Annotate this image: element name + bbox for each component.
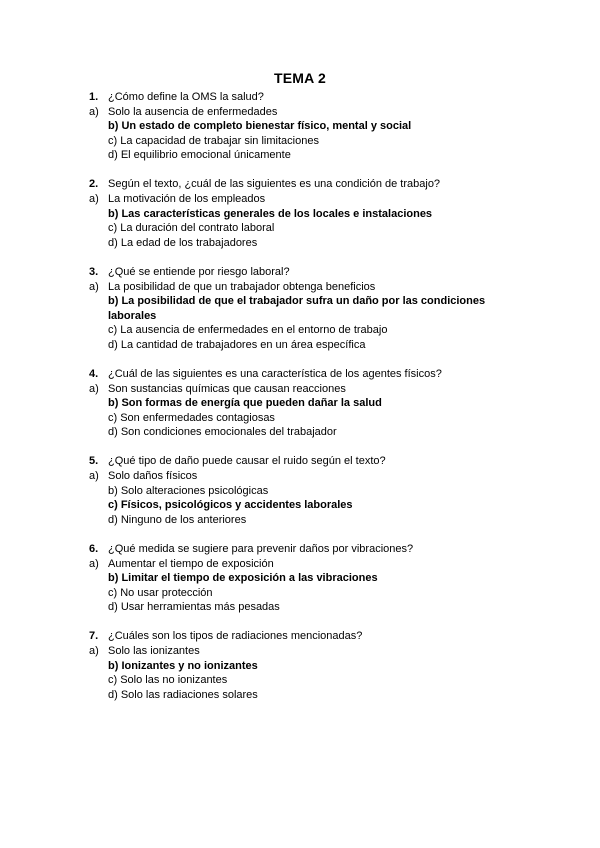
answer-line <box>0 207 600 222</box>
question-line <box>0 177 600 192</box>
answer-line <box>0 469 600 484</box>
correct-answer-option: b) Ionizantes y no ionizantes <box>108 659 258 672</box>
answer-option: c) La ausencia de enfermedades en el entorno de trabajo <box>108 324 388 337</box>
question-block <box>0 629 600 702</box>
question-block <box>0 90 600 163</box>
answer-marker: a) <box>89 382 99 395</box>
answer-line <box>0 688 600 703</box>
answer-line <box>0 673 600 688</box>
answer-line <box>0 323 600 338</box>
answer-option: d) La cantidad de trabajadores en un área específica <box>108 338 366 351</box>
answer-line <box>0 119 600 134</box>
answer-line <box>0 236 600 251</box>
question-text: ¿Qué se entiende por riesgo laboral? <box>108 265 290 278</box>
answer-option: d) El equilibrio emocional únicamente <box>108 149 291 162</box>
answer-marker: a) <box>89 645 99 657</box>
answer-option: Aumentar el tiempo de exposición <box>108 557 274 570</box>
question-text: ¿Cómo define la OMS la salud? <box>108 91 264 103</box>
answer-line <box>0 425 600 440</box>
answer-line <box>0 294 600 323</box>
question-number: 4. <box>89 368 99 380</box>
answer-option: d) Usar herramientas más pesadas <box>108 601 280 614</box>
question-number: 1. <box>89 91 99 103</box>
correct-answer-option: b) Un estado de completo bienestar físico, mental y social <box>108 120 412 133</box>
answer-line <box>0 382 600 397</box>
answer-line <box>0 280 600 295</box>
answer-line <box>0 484 600 499</box>
answer-marker: a) <box>89 280 99 293</box>
question-line <box>0 629 600 644</box>
answer-option: c) Son enfermedades contagiosas <box>108 411 275 424</box>
question-block <box>0 542 600 615</box>
answer-line <box>0 411 600 426</box>
question-text: Según el texto, ¿cuál de las siguientes es una condición de trabajo? <box>108 178 441 191</box>
question-line <box>0 265 600 280</box>
answer-line <box>0 221 600 236</box>
question-list <box>0 90 600 717</box>
answer-marker: a) <box>89 193 99 206</box>
answer-line <box>0 148 600 163</box>
question-block <box>0 177 600 250</box>
answer-line <box>0 571 600 586</box>
question-block <box>0 454 600 527</box>
question-number: 2. <box>89 178 99 191</box>
correct-answer-option: b) Limitar el tiempo de exposición a las vibraciones <box>108 572 378 585</box>
answer-option: d) Solo las radiaciones solares <box>108 688 258 701</box>
answer-option: La posibilidad de que un trabajador obtenga beneficios <box>108 280 376 293</box>
answer-option: c) La duración del contrato laboral <box>108 222 275 235</box>
answer-option: b) Solo alteraciones psicológicas <box>108 484 269 497</box>
question-block <box>0 367 600 440</box>
question-line <box>0 90 600 105</box>
answer-line <box>0 586 600 601</box>
question-text: ¿Qué tipo de daño puede causar el ruido según el texto? <box>108 455 386 468</box>
answer-option: Solo daños físicos <box>108 470 198 483</box>
answer-line <box>0 105 600 120</box>
answer-line <box>0 338 600 353</box>
answer-line <box>0 557 600 572</box>
question-line <box>0 542 600 557</box>
question-number: 5. <box>89 455 99 468</box>
question-line <box>0 367 600 382</box>
question-number: 3. <box>89 265 99 278</box>
question-number: 7. <box>89 630 99 643</box>
question-number: 6. <box>89 542 99 555</box>
answer-option: d) La edad de los trabajadores <box>108 236 258 249</box>
answer-line <box>0 134 600 149</box>
correct-answer-option: b) La posibilidad de que el trabajador sufra un daño por las condiciones laborales <box>108 295 486 322</box>
question-text: ¿Qué medida se sugiere para prevenir daños por vibraciones? <box>108 542 414 555</box>
answer-option: d) Son condiciones emocionales del trabajador <box>108 426 337 439</box>
question-line <box>0 454 600 469</box>
answer-line <box>0 513 600 528</box>
answer-option: Solo las ionizantes <box>108 645 200 657</box>
question-text: ¿Cuál de las siguientes es una característica de los agentes físicos? <box>108 368 442 380</box>
answer-marker: a) <box>89 557 99 570</box>
answer-option: Son sustancias químicas que causan reacciones <box>108 382 346 395</box>
answer-option: c) Solo las no ionizantes <box>108 674 228 687</box>
answer-line <box>0 192 600 207</box>
answer-marker: a) <box>89 470 99 483</box>
answer-line <box>0 644 600 659</box>
answer-line <box>0 659 600 674</box>
answer-line <box>0 600 600 615</box>
answer-option: c) No usar protección <box>108 586 213 599</box>
answer-marker: a) <box>89 105 99 118</box>
answer-option: c) La capacidad de trabajar sin limitaciones <box>108 134 319 147</box>
correct-answer-option: b) Son formas de energía que pueden dañar la salud <box>108 397 382 410</box>
answer-line <box>0 498 600 513</box>
answer-option: Solo la ausencia de enfermedades <box>108 105 278 118</box>
answer-option: La motivación de los empleados <box>108 193 266 206</box>
question-block <box>0 265 600 353</box>
answer-option: d) Ninguno de los anteriores <box>108 513 247 526</box>
question-text: ¿Cuáles son los tipos de radiaciones mencionadas? <box>108 630 363 643</box>
correct-answer-option: c) Físicos, psicológicos y accidentes laborales <box>108 499 353 512</box>
page-title: TEMA 2 <box>273 70 327 86</box>
answer-line <box>0 396 600 411</box>
correct-answer-option: b) Las características generales de los locales e instalaciones <box>108 207 433 220</box>
